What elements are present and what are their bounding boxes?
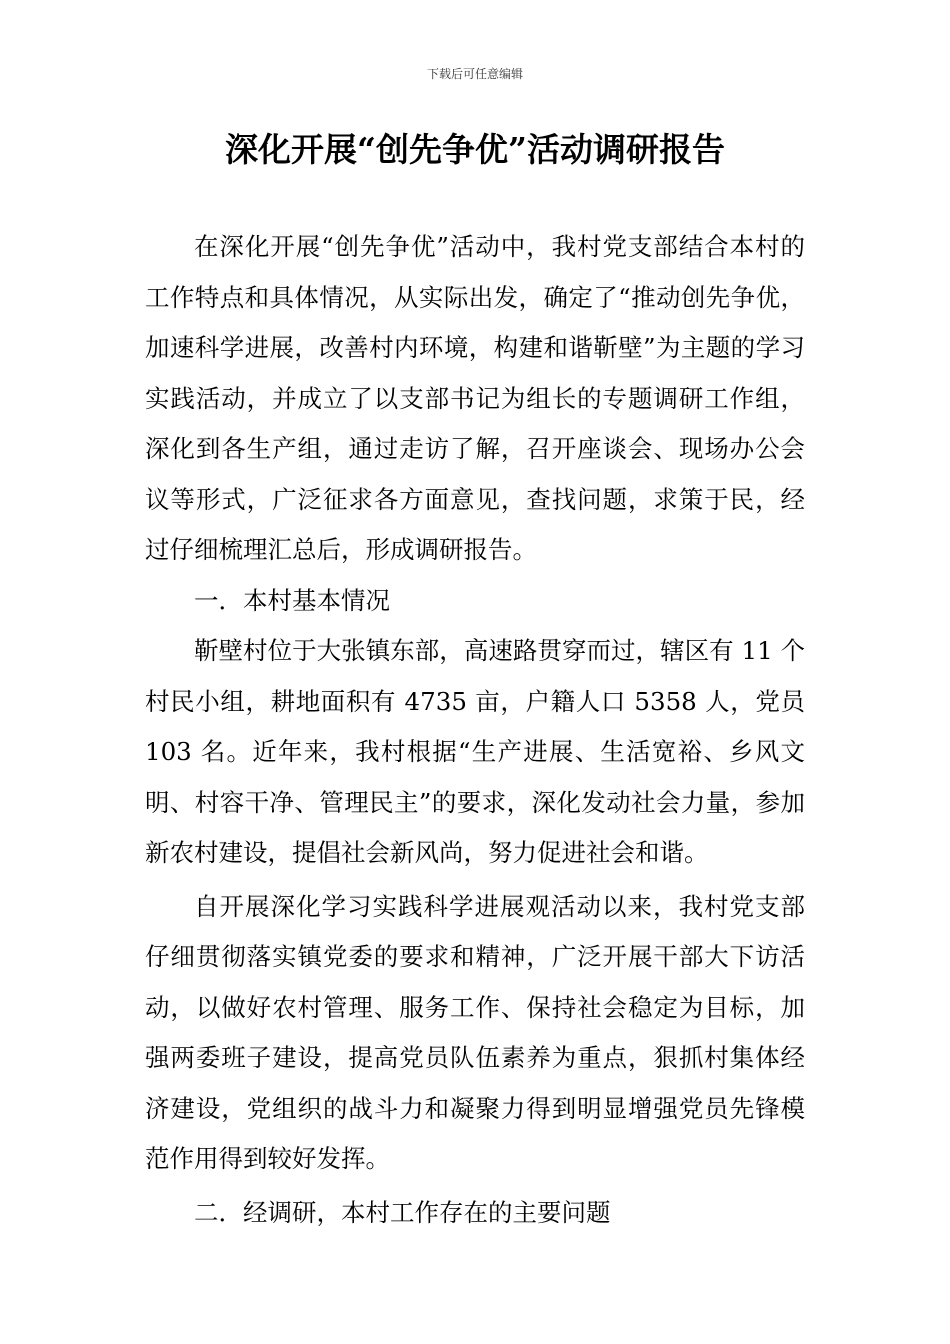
- section-heading-2: 二．经调研，本村工作存在的主要问题: [194, 1197, 611, 1227]
- document-body: [145, 222, 805, 1238]
- document-title: 深化开展“创先争优”活动调研报告: [225, 130, 725, 169]
- page-header-note: 下载后可任意编辑: [426, 67, 523, 81]
- paragraph-party-work: 自开展深化学习实践科学进展观活动以来，我村党支部仔细贯彻落实镇党委的要求和精神，广泛开展干部大下访活动，以做好农村管理、服务工作、保持社会稳定为目标，加强两委班子建设，提高党员队伍素养为重点，狠抓村集体经济建设，党组织的战斗力和凝聚力得到明显增强党员先锋模范作用得到较好发挥。: [145, 891, 805, 1173]
- section-heading-1: 一．本村基本情况: [194, 585, 390, 615]
- paragraph-intro: 在深化开展“创先争优”活动中，我村党支部结合本村的工作特点和具体情况，从实际出发，确定了“推动创先争优，加速科学进展，改善村内环境，构建和谐靳壁”为主题的学习实践活动，并成立了以支部书记为组长的专题调研工作组，深化到各生产组，通过走访了解，召开座谈会、现场办公会议等形式，广泛征求各方面意见，查找问题，求策于民，经过仔细梳理汇总后，形成调研报告。: [145, 232, 805, 564]
- paragraph-village-overview: 靳壁村位于大张镇东部，高速路贯穿而过，辖区有 11 个村民小组，耕地面积有 4735 亩，户籍人口 5358 人，党员 103 名。近年来，我村根据“生产进展、生活宽裕、乡风文明、村容干净、管理民主”的要求，深化发动社会力量，参加新农村建设，提倡社会新风尚，努力促进社会和谐。: [145, 636, 805, 867]
